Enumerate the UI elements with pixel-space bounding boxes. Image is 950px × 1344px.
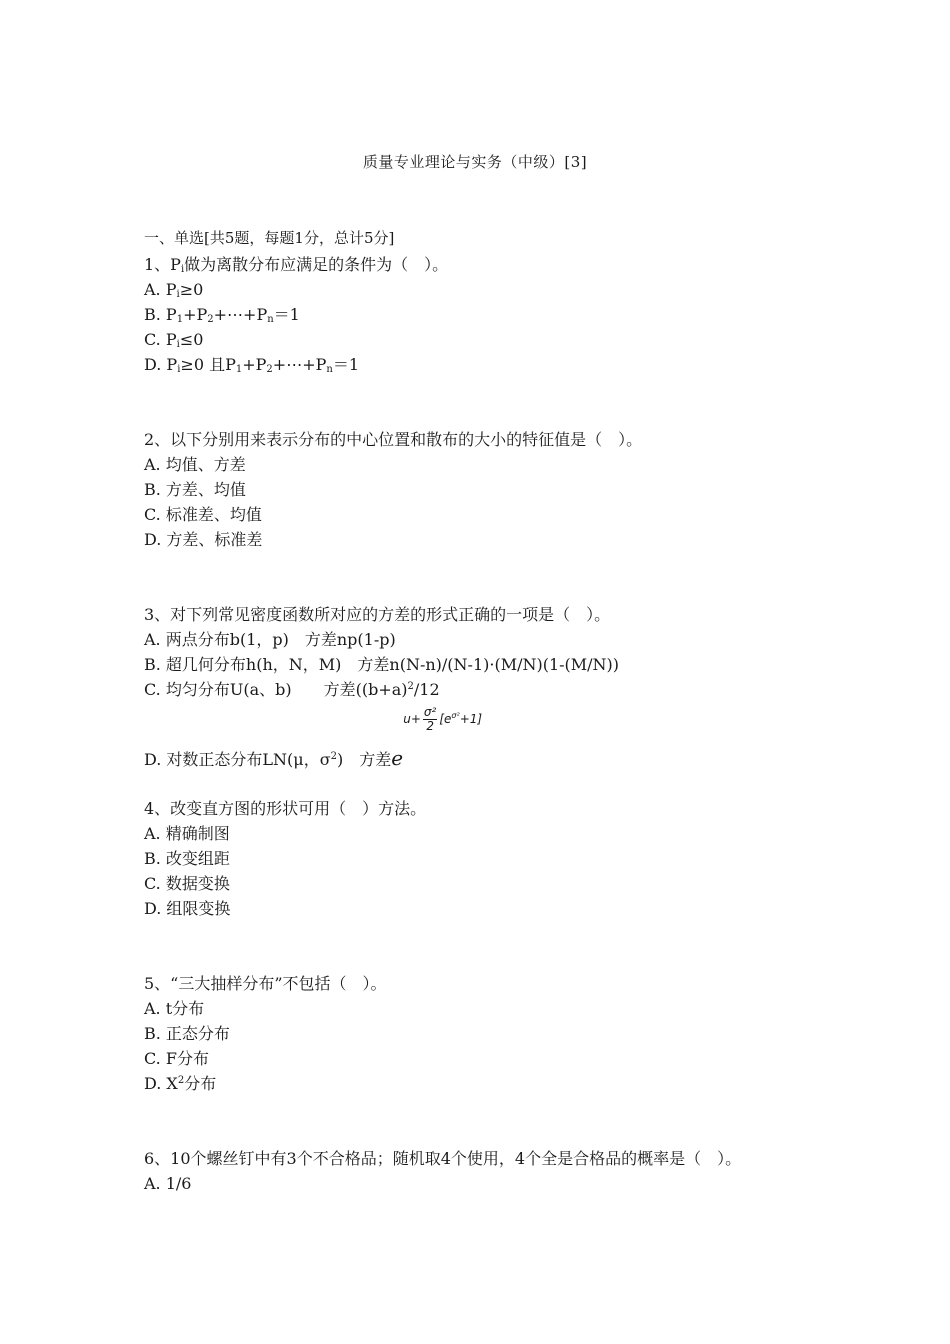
question-3-option-d-line [144,702,824,772]
formula-exponent: u+ $\frac{\text{σ²}}{2}$ $[e^{\sigma^2}+1]$ [403,705,483,733]
question-4-option-c: C. 数据变换 [144,874,230,893]
question-1 [144,252,824,377]
question-5-option-d: D. $X^2$分布 [144,1074,217,1093]
question-2-option-b: B. 方差、均值 [144,480,246,499]
question-3-stem: 3、对下列常见密度函数所对应的方差的形式正确的一项是（ ）。 [144,605,611,624]
question-4-option-b: B. 改变组距 [144,849,230,868]
document-body [144,226,824,1196]
question-2-option-a: A. 均值、方差 [144,455,246,474]
question-5-option-b: B. 正态分布 [144,1024,230,1043]
section-heading: 一、单选[共5题，每题1分，总计5分] [144,229,395,247]
question-3-option-c: C. 均匀分布U(a、b) 方差($(b+a)^2/12$ [144,680,440,699]
question-2 [144,427,824,552]
question-2-stem: 2、以下分别用来表示分布的中心位置和散布的大小的特征值是（ ）。 [144,430,643,449]
question-5-option-a: A. t分布 [144,999,205,1018]
question-1-option-c: C. $P_i\le 0$ [144,330,204,350]
question-2-option-d: D. 方差、标准差 [144,530,263,549]
question-4-option-a: A. 精确制图 [144,824,230,843]
question-4-option-d: D. 组限变换 [144,899,231,918]
question-2-option-c: C. 标准差、均值 [144,505,262,524]
question-1-option-b: B. $P_1+P_2+\cdots+P_n=1$ [144,305,300,325]
variance-formula: e u+ $\frac{\text{σ²}}{2}$ $[e^{\sigma^2}+1]$ [391,705,483,770]
question-6-option-a: A. 1/6 [144,1174,192,1193]
question-3-option-d: D. 对数正态分布LN(μ，$\sigma^2$) 方差e u+ $\frac{\text{σ²}}{2}$ $[e^{\sigma^2}+1]$ [144,705,483,770]
question-3-option-b: B. 超几何分布h(h，N，M) 方差n(N-n)/(N-1)·(M/N)(1-(M/N)) [144,655,620,674]
question-1-option-d: D. $P_i\ge 0$ 且$P_1+P_2+\cdots+P_n=1$ [144,355,359,375]
question-5-stem: 5、“三大抽样分布”不包括（ ）。 [144,974,387,993]
question-5 [144,971,824,1096]
question-3-option-a: A. 两点分布b(1，p) 方差np(1-p) [144,630,396,649]
question-4 [144,796,824,921]
question-3 [144,602,824,772]
question-6 [144,1146,824,1196]
question-4-stem: 4、改变直方图的形状可用（ ）方法。 [144,799,427,818]
question-5-option-c: C. F分布 [144,1049,209,1068]
question-6-stem: 6、10个螺丝钉中有3个不合格品；随机取4个使用，4个全是合格品的概率是（ ）。 [144,1149,742,1168]
document-title: 质量专业理论与实务（中级）[3] [362,153,588,171]
question-1-stem: 1、$P_i$做为离散分布应满足的条件为（ ）。 [144,255,449,275]
question-1-option-a: A. $P_i\ge 0$ [144,280,204,300]
